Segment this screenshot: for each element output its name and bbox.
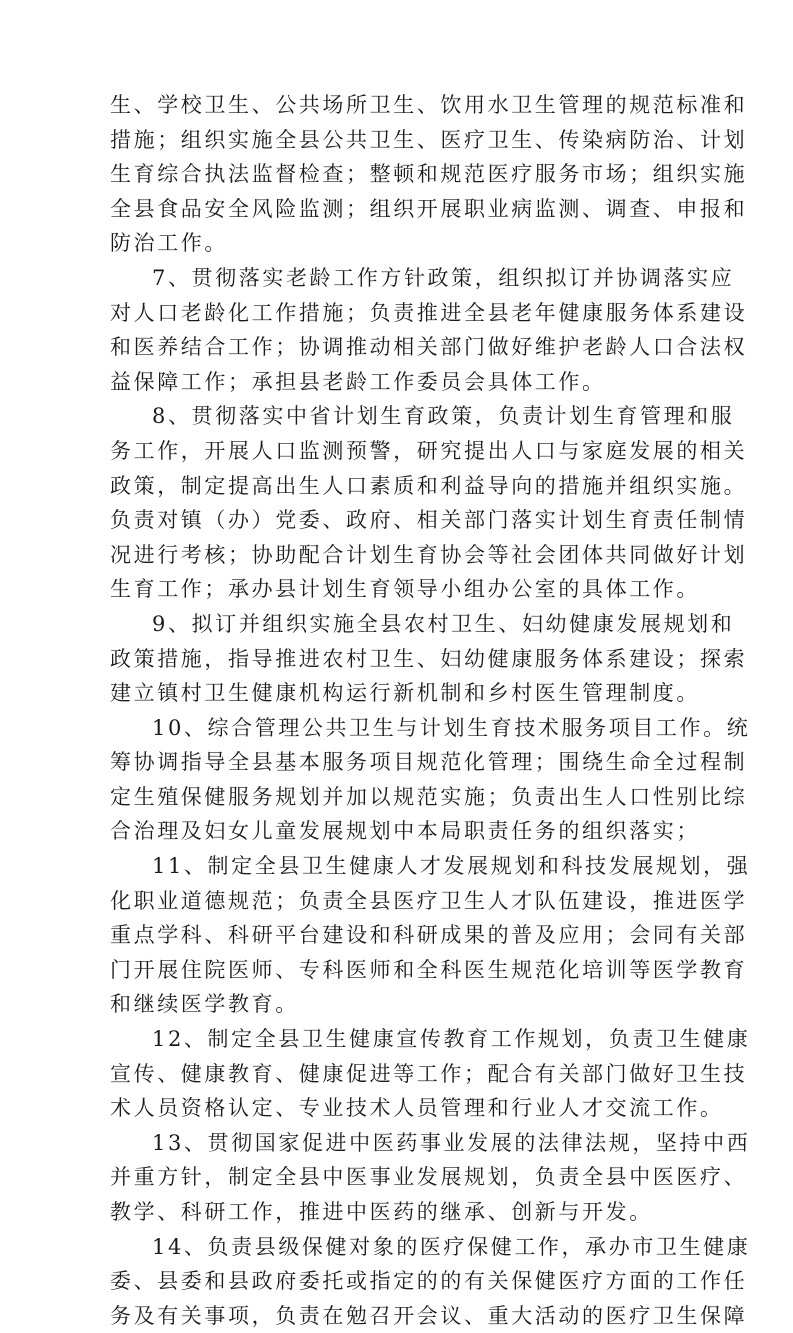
text-line: 合治理及妇女儿童发展规划中本局职责任务的组织落实； [110, 819, 700, 844]
text-line: 益保障工作；承担县老龄工作委员会具体工作。 [110, 369, 606, 394]
text-line: 12、制定全县卫生健康宣传教育工作规划，负责卫生健康 [152, 1027, 751, 1052]
text-line: 定生殖保健服务规划并加以规范实施；负责出生人口性别比综 [110, 784, 748, 809]
text-line: 况进行考核；协助配合计划生育协会等社会团体共同做好计划 [110, 542, 748, 567]
text-line: 全县食品安全风险监测；组织开展职业病监测、调查、申报和 [110, 196, 748, 221]
text-line: 负责对镇（办）党委、政府、相关部门落实计划生育责任制情 [110, 508, 748, 533]
document-body [110, 88, 751, 1333]
text-line: 13、贯彻国家促进中医药事业发展的法律法规，坚持中西 [152, 1130, 751, 1155]
text-line: 和医养结合工作；协调推动相关部门做好维护老龄人口合法权 [110, 335, 748, 360]
text-line: 9、拟订并组织实施全县农村卫生、妇幼健康发展规划和 [152, 611, 735, 636]
text-line: 筹协调指导全县基本服务项目规范化管理；围绕生命全过程制 [110, 750, 748, 775]
text-line: 门开展住院医师、专科医师和全科医生规范化培训等医学教育 [110, 957, 748, 982]
text-line: 化职业道德规范；负责全县医疗卫生人才队伍建设，推进医学 [110, 888, 748, 913]
text-line: 重点学科、科研平台建设和科研成果的普及应用；会同有关部 [110, 923, 748, 948]
text-line: 建立镇村卫生健康机构运行新机制和乡村医生管理制度。 [110, 681, 700, 706]
text-line: 务工作，开展人口监测预警，研究提出人口与家庭发展的相关 [110, 438, 748, 463]
text-line: 教学、科研工作，推进中医药的继承、创新与开发。 [110, 1200, 653, 1224]
text-line: 对人口老龄化工作措施；负责推进全县老年健康服务体系建设 [110, 300, 748, 325]
text-line: 务及有关事项，负责在勉召开会议、重大活动的医疗卫生保障 [110, 1303, 748, 1328]
text-line: 措施；组织实施全县公共卫生、医疗卫生、传染病防治、计划 [110, 127, 748, 152]
text-line: 术人员资格认定、专业技术人员管理和行业人才交流工作。 [110, 1096, 724, 1121]
text-line: 和继续医学教育。 [110, 992, 299, 1017]
text-line: 防治工作。 [110, 231, 228, 256]
text-line: 11、制定全县卫生健康人才发展规划和科技发展规划，强 [152, 854, 751, 879]
text-line: 政策，制定提高出生人口素质和利益导向的措施并组织实施。 [110, 473, 748, 498]
text-line: 生育工作；承办县计划生育领导小组办公室的具体工作。 [110, 577, 700, 602]
text-line: 宣传、健康教育、健康促进等工作；配合有关部门做好卫生技 [110, 1061, 748, 1086]
text-line: 委、县委和县政府委托或指定的的有关保健医疗方面的工作任 [110, 1269, 748, 1294]
text-line: 8、贯彻落实中省计划生育政策，负责计划生育管理和服 [152, 404, 735, 429]
text-line: 政策措施，指导推进农村卫生、妇幼健康服务体系建设；探索 [110, 646, 748, 671]
text-line: 生育综合执法监督检查；整顿和规范医疗服务市场；组织实施 [110, 162, 748, 187]
text-line: 并重方针，制定全县中医事业发展规划，负责全县中医医疗、 [110, 1165, 748, 1190]
text-line: 10、综合管理公共卫生与计划生育技术服务项目工作。统 [152, 715, 751, 740]
text-line: 7、贯彻落实老龄工作方针政策，组织拟订并协调落实应 [152, 265, 735, 290]
text-line: 生、学校卫生、公共场所卫生、饮用水卫生管理的规范标准和 [110, 93, 748, 117]
text-line: 14、负责县级保健对象的医疗保健工作，承办市卫生健康 [152, 1234, 751, 1259]
